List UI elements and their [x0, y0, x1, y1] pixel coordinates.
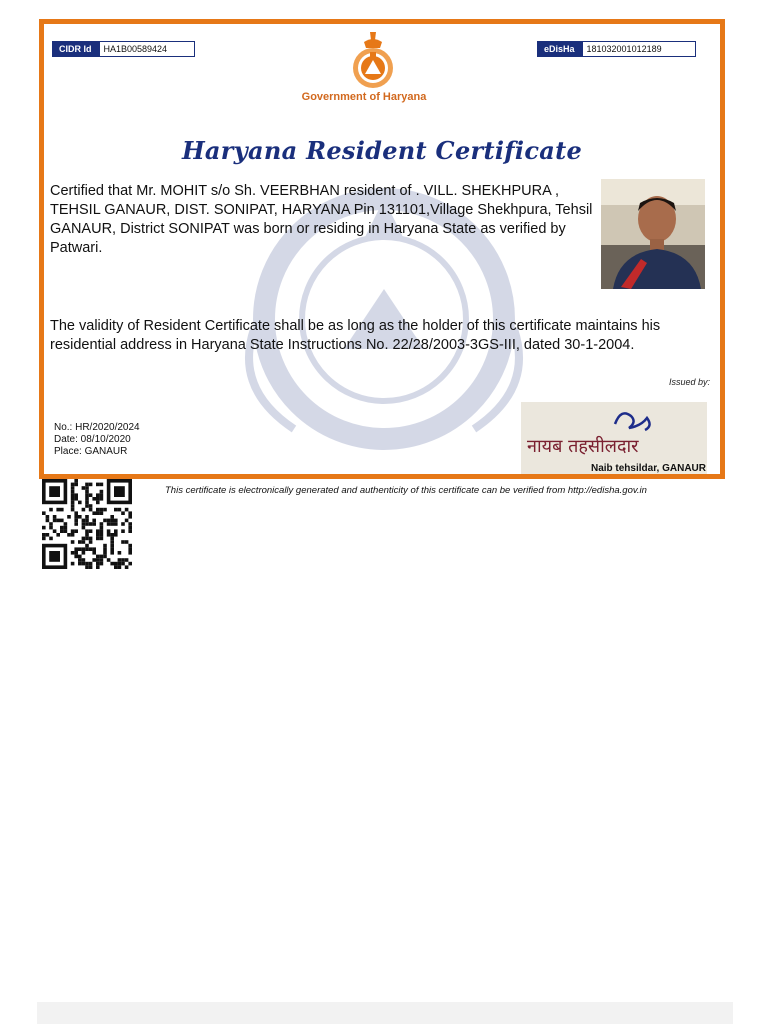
issue-date: Date: 08/10/2020 — [54, 434, 131, 445]
cidr-value: HA1B00589424 — [99, 41, 195, 57]
edisha-value: 181032001012189 — [582, 41, 696, 57]
qr-code — [40, 479, 134, 569]
page-bottom-bar — [37, 1002, 733, 1024]
signature-stamp-text: नायब तहसीलदार — [527, 436, 639, 457]
validity-paragraph: The validity of Resident Certificate shall be as long as the holder of this certificate maintains his residential address in Haryana State Instructions No. 22/28/2003-3GS-III, dated 30-1-2004. — [50, 318, 661, 353]
edisha-label: eDisHa — [537, 41, 582, 57]
cidr-id-box — [52, 41, 195, 57]
certificate-meta — [54, 422, 140, 458]
certification-paragraph: Certified that Mr. MOHIT s/o Sh. VEERBHAN resident of . VILL. SHEKHPURA , TEHSIL GANAUR, DIST. SONIPAT, HARYANA Pin 131101,Village Shekhpura, Tehsil GANAUR, District SONIPAT was born or residing in Haryana State as verified by Patwari. — [50, 183, 593, 256]
holder-photo — [601, 179, 705, 289]
signature-stamp — [521, 402, 707, 474]
haryana-emblem-icon — [350, 30, 396, 92]
certificate — [39, 19, 725, 479]
issue-place: Place: GANAUR — [54, 446, 128, 457]
edisha-id-box — [537, 41, 696, 57]
cidr-label: CIDR Id — [52, 41, 99, 57]
certificate-title: Haryana Resident Certificate — [181, 136, 583, 165]
government-label: Government of Haryana — [301, 91, 427, 103]
signer-designation: Naib tehsildar, GANAUR — [590, 463, 706, 474]
certificate-number: No.: HR/2020/2024 — [54, 422, 140, 433]
verification-note: This certificate is electronically generated and authenticity of this certificate can be verified from http://edisha.gov.in — [165, 485, 647, 496]
issued-by-label: Issued by: — [668, 377, 710, 387]
qr-code-icon — [40, 479, 134, 569]
